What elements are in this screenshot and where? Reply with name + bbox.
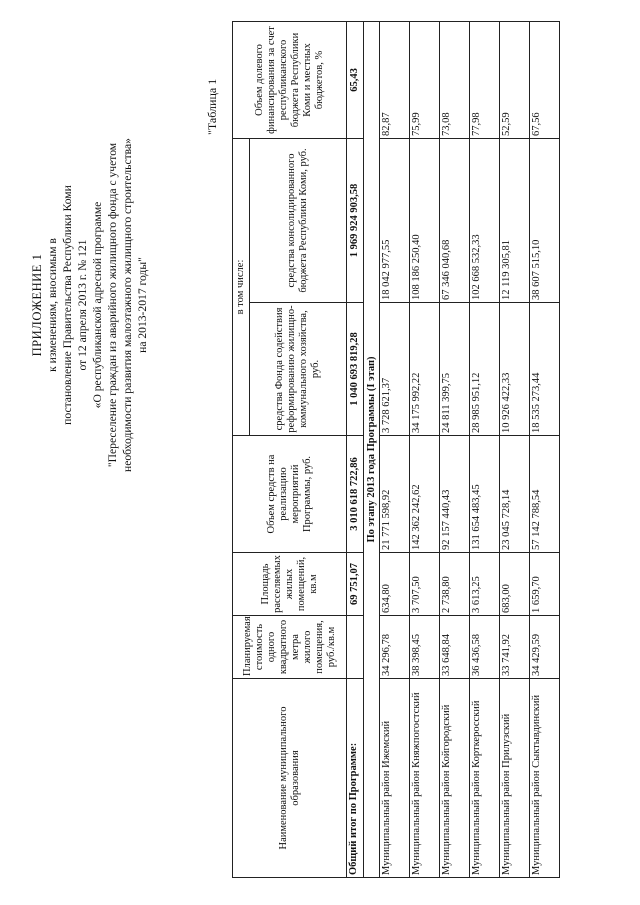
header-including: в том числе:: [233, 138, 250, 435]
row-volume: 131 654 483,45: [470, 436, 500, 553]
row-area: 634,80: [380, 553, 410, 616]
row-share: 75,99: [410, 21, 440, 138]
row-name: Муниципальный район Прилузский: [500, 679, 530, 878]
row-cost: 36 436,58: [470, 616, 500, 679]
row-fund: 10 926 422,33: [500, 303, 530, 436]
row-share: 77,98: [470, 21, 500, 138]
row-volume: 142 362 242,62: [410, 436, 440, 553]
header-line: «О республиканской адресной программе: [91, 201, 104, 409]
row-budget: 12 119 305,81: [500, 138, 530, 302]
stage-label: По этапу 2013 года Программы (I этап): [364, 21, 380, 877]
header-municipality: Наименование муниципального образования: [233, 679, 347, 878]
header-budget: средства консолидированного бюджета Республики Коми, руб.: [250, 138, 347, 302]
row-budget: 38 607 515,10: [530, 138, 560, 302]
row-area: 683,00: [500, 553, 530, 616]
row-name: Муниципальный район Сыктывдинский: [530, 679, 560, 878]
total-share: 65,43: [347, 21, 364, 138]
total-budget: 1 969 924 903,58: [347, 138, 364, 302]
row-name: Муниципальный район Княжпогостский: [410, 679, 440, 878]
table-number-label: "Таблица 1: [205, 78, 219, 135]
row-area: 3 707,50: [410, 553, 440, 616]
row-name: Муниципальный район Корткеросский: [470, 679, 500, 878]
document-header: [30, 45, 150, 565]
row-budget: 67 346 040,68: [440, 138, 470, 302]
row-share: 52,59: [500, 21, 530, 138]
total-volume: 3 010 618 722,86: [347, 436, 364, 553]
program-table: [232, 21, 560, 878]
row-share: 82,87: [380, 21, 410, 138]
row-fund: 34 175 992,22: [410, 303, 440, 436]
row-area: 3 613,25: [470, 553, 500, 616]
table-header-row: [233, 21, 250, 877]
row-cost: 38 398,45: [410, 616, 440, 679]
header-fund: средства Фонда содействия реформированию жилищно-коммунального хозяйства, руб.: [250, 303, 347, 436]
row-budget: 108 186 250,40: [410, 138, 440, 302]
row-cost: 33 648,84: [440, 616, 470, 679]
row-budget: 102 668 532,33: [470, 138, 500, 302]
table-row: [500, 21, 530, 877]
appendix-title: ПРИЛОЖЕНИЕ 1: [30, 253, 44, 357]
row-volume: 92 157 440,43: [440, 436, 470, 553]
header-line: к изменениям, вносимым в: [46, 238, 59, 372]
header-line: необходимости развития малоэтажного жилищного строительства»: [121, 138, 134, 472]
table-row: [530, 21, 560, 877]
header-line: на 2013-2017 годы": [136, 257, 149, 353]
row-area: 1 659,70: [530, 553, 560, 616]
header-line: постановление Правительства Республики Коми: [61, 185, 74, 425]
row-share: 67,56: [530, 21, 560, 138]
table-row: [380, 21, 410, 877]
header-share: Объем долевого финансирования за счет республиканского бюджета Республики Коми и местных бюджетов, %: [233, 21, 347, 138]
total-area: 69 751,07: [347, 553, 364, 616]
row-budget: 18 042 977,55: [380, 138, 410, 302]
row-area: 2 738,80: [440, 553, 470, 616]
row-cost: 34 429,59: [530, 616, 560, 679]
total-cost: [347, 616, 364, 679]
row-volume: 57 142 788,54: [530, 436, 560, 553]
row-fund: 24 811 399,75: [440, 303, 470, 436]
row-share: 73,08: [440, 21, 470, 138]
row-volume: 21 771 598,92: [380, 436, 410, 553]
total-fund: 1 040 693 819,28: [347, 303, 364, 436]
total-label: Общий итог по Программе:: [347, 679, 364, 878]
row-fund: 3 728 621,37: [380, 303, 410, 436]
stage-row: [364, 21, 380, 877]
header-line: "Переселение граждан из аварийного жилищного фонда с учетом: [106, 142, 119, 468]
header-volume: Объем средств на реализацию мероприятий Программы, руб.: [233, 436, 347, 553]
table-row: [440, 21, 470, 877]
header-line: от 12 апреля 2013 г. № 121: [76, 239, 89, 371]
row-volume: 23 045 728,14: [500, 436, 530, 553]
row-name: Муниципальный район Ижемский: [380, 679, 410, 878]
row-name: Муниципальный район Койгородский: [440, 679, 470, 878]
header-cost: Планируемая стоимость одного квадратного метра жилого помещения, руб./кв.м: [233, 616, 347, 679]
row-fund: 18 535 273,44: [530, 303, 560, 436]
header-area: Площадь расселяемых жилых помещений, кв.м: [233, 553, 347, 616]
table-row: [470, 21, 500, 877]
row-cost: 33 741,92: [500, 616, 530, 679]
row-fund: 28 985 951,12: [470, 303, 500, 436]
row-cost: 34 296,78: [380, 616, 410, 679]
total-row: [347, 21, 364, 877]
table-row: [410, 21, 440, 877]
